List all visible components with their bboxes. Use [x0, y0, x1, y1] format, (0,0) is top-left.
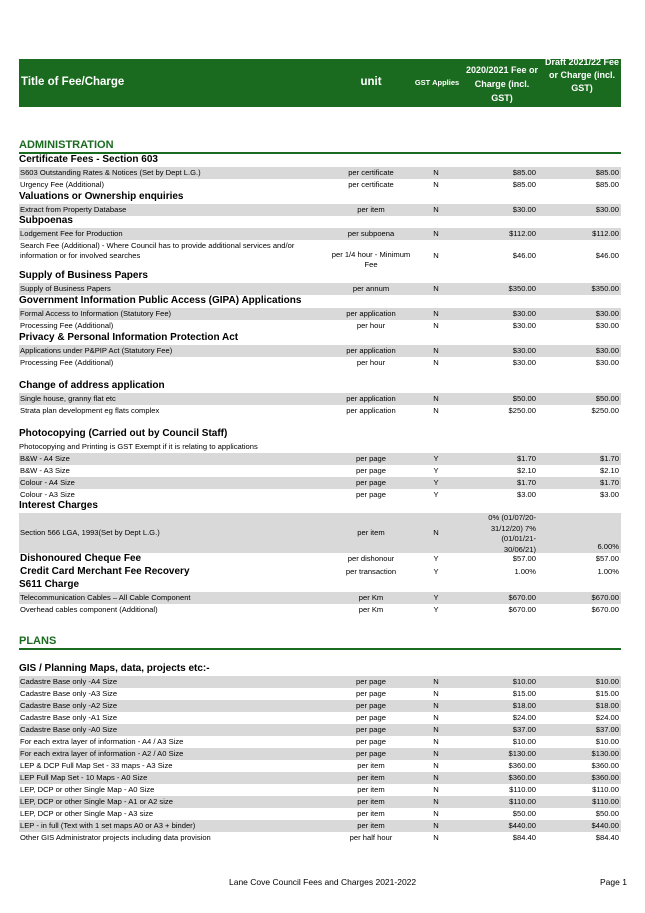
row-title: Processing Fee (Additional): [20, 321, 114, 330]
row-current-fee: $30.00: [512, 205, 536, 214]
subhead-s611: S611 Charge: [19, 579, 80, 590]
row-unit: per item: [357, 205, 385, 214]
table-row: [19, 676, 621, 688]
row-title: LEP, DCP or other Single Map - A0 Size: [20, 785, 155, 794]
row-title: LEP, DCP or other Single Map - A1 or A2 size: [20, 797, 173, 806]
row-unit: per page: [356, 689, 386, 698]
row-current-fee: $110.00: [509, 797, 536, 806]
row-gst: N: [433, 309, 439, 318]
row-title: Credit Card Merchant Fee Recovery: [20, 566, 190, 577]
row-gst: Y: [433, 454, 439, 463]
row-unit: per Km: [358, 593, 384, 602]
row-current-fee: 1.00%: [514, 567, 536, 576]
table-row: [19, 240, 621, 269]
row-draft-fee: $84.40: [595, 833, 619, 842]
footer-title: Lane Cove Council Fees and Charges 2021-2022: [229, 877, 417, 887]
row-current-fee: $84.40: [512, 833, 536, 842]
row-gst: N: [433, 701, 439, 710]
row-unit: per page: [356, 701, 386, 710]
row-current-fee: $112.00: [509, 229, 536, 238]
row-title: B&W - A4 Size: [20, 454, 70, 463]
row-title: Section 566 LGA, 1993(Set by Dept L.G.): [20, 528, 160, 537]
row-current-fee: $15.00: [512, 689, 536, 698]
row-unit: per dishonour: [347, 554, 395, 563]
row-unit: per application: [346, 309, 396, 318]
table-row: [19, 228, 621, 240]
row-unit: per subpoena: [347, 229, 395, 238]
row-draft-fee: $3.00: [599, 490, 619, 499]
row-title: Cadastre Base only -A2 Size: [20, 701, 118, 710]
header-title: Title of Fee/Charge: [21, 76, 125, 88]
row-gst: N: [433, 809, 439, 818]
row-gst: Y: [433, 605, 439, 614]
table-row: [19, 772, 621, 784]
subhead-change-of-address: Change of address application: [19, 380, 165, 391]
row-unit: per page: [356, 478, 386, 487]
row-unit: per half hour: [349, 833, 393, 842]
row-unit: per page: [356, 725, 386, 734]
row-gst: N: [433, 321, 439, 330]
row-gst: Y: [433, 554, 439, 563]
row-current-fee: $50.00: [512, 394, 536, 403]
table-row: [19, 405, 621, 417]
row-gst: Y: [433, 593, 439, 602]
header-unit: unit: [360, 76, 382, 88]
row-draft-fee: $350.00: [591, 284, 619, 293]
row-title: For each extra layer of information - A2 / A0 Size: [20, 749, 184, 758]
table-row: [19, 489, 621, 501]
row-unit: per application: [346, 394, 396, 403]
row-draft-fee: $130.00: [591, 749, 619, 758]
subhead-gis: GIS / Planning Maps, data, projects etc:-: [19, 663, 210, 674]
row-draft-fee: $670.00: [591, 605, 619, 614]
row-draft-fee: $2.10: [599, 466, 619, 475]
row-current-fee: $24.00: [512, 713, 536, 722]
table-row: [19, 566, 621, 579]
row-draft-fee: $440.00: [591, 821, 619, 830]
table-row: [19, 513, 621, 553]
row-gst: N: [433, 797, 439, 806]
row-draft-fee: 1.00%: [597, 567, 619, 576]
row-draft-fee: $30.00: [595, 358, 619, 367]
row-current-fee: $670.00: [508, 605, 536, 614]
table-row: [19, 796, 621, 808]
row-draft-fee: $50.00: [595, 394, 619, 403]
row-unit: per item: [357, 761, 385, 770]
row-gst: N: [433, 773, 439, 782]
row-title: S603 Outstanding Rates & Notices (Set by Dept L.G.): [20, 168, 201, 177]
table-row: [19, 748, 621, 760]
row-current-fee: $50.00: [512, 809, 536, 818]
row-title: Extract from Property Database: [20, 205, 127, 214]
row-title: LEP, DCP or other Single Map - A3 size: [20, 809, 154, 818]
row-current-fee: $110.00: [509, 785, 536, 794]
header-current-fee: 2020/2021 Fee or Charge (incl. GST): [465, 65, 539, 103]
row-gst: N: [433, 346, 439, 355]
row-draft-fee: $15.00: [595, 689, 619, 698]
row-draft-fee: $46.00: [595, 251, 619, 260]
row-current-fee: $18.00: [512, 701, 536, 710]
row-unit: per transaction: [345, 567, 397, 576]
table-row: [19, 784, 621, 796]
row-draft-fee: $30.00: [595, 205, 619, 214]
subhead-photocopying: Photocopying (Carried out by Council Staff): [19, 428, 228, 439]
subhead-gipa: Government Information Public Access (GIPA) Applications: [19, 295, 302, 306]
row-current-fee: $46.00: [512, 251, 536, 260]
row-draft-fee: $30.00: [595, 309, 619, 318]
subhead-business-papers: Supply of Business Papers: [19, 270, 148, 281]
row-title: LEP - in full (Text with 1 set maps A0 or A3 + binder): [20, 821, 196, 830]
table-row: [19, 465, 621, 477]
row-draft-fee: $1.70: [599, 454, 619, 463]
row-title: Urgency Fee (Additional): [20, 180, 104, 189]
row-unit: per item: [357, 773, 385, 782]
table-row: [19, 724, 621, 736]
row-gst: Y: [433, 567, 439, 576]
header-gst: GST Applies: [414, 78, 460, 87]
table-row: [19, 345, 621, 357]
row-draft-fee: $112.00: [592, 229, 619, 238]
table-row: [19, 453, 621, 465]
row-current-fee: $130.00: [508, 749, 536, 758]
row-gst: N: [433, 168, 439, 177]
row-title: Cadastre Base only -A0 Size: [20, 725, 118, 734]
row-current-fee: $1.70: [516, 454, 536, 463]
row-title: Cadastre Base only -A1 Size: [20, 713, 118, 722]
row-gst: N: [433, 737, 439, 746]
row-title: Lodgement Fee for Production: [20, 229, 123, 238]
row-unit: per hour: [356, 321, 386, 330]
row-gst: N: [433, 689, 439, 698]
row-draft-fee: 6.00%: [597, 542, 619, 551]
row-gst: N: [433, 358, 439, 367]
row-gst: N: [433, 180, 439, 189]
table-row: [19, 700, 621, 712]
table-row: [19, 204, 621, 216]
row-gst: N: [433, 229, 439, 238]
photocopy-note: Photocopying and Printing is GST Exempt if it is relating to applications: [19, 442, 258, 451]
row-draft-fee: $37.00: [595, 725, 619, 734]
row-current-fee: $30.00: [512, 309, 536, 318]
row-current-fee: $30.00: [512, 321, 536, 330]
row-title: Search Fee (Additional) - Where Council has to provide additional services and/or information or for involved searches: [20, 241, 295, 260]
row-unit: per certificate: [348, 168, 394, 177]
table-row: [19, 688, 621, 700]
row-gst: Y: [433, 466, 439, 475]
section-plans: PLANS: [19, 635, 621, 650]
row-draft-fee: $110.00: [592, 785, 619, 794]
row-title: LEP & DCP Full Map Set - 33 maps - A3 Size: [20, 761, 173, 770]
section-administration: ADMINISTRATION: [19, 139, 621, 154]
row-unit: per item: [357, 528, 385, 537]
row-title: B&W - A3 Size: [20, 466, 70, 475]
row-current-fee: $85.00: [512, 180, 536, 189]
row-unit: per page: [356, 466, 386, 475]
row-current-fee: $360.00: [508, 761, 536, 770]
row-current-fee: $30.00: [512, 346, 536, 355]
table-row: [19, 393, 621, 405]
row-gst: N: [433, 761, 439, 770]
row-unit: per page: [356, 737, 386, 746]
row-unit: per page: [356, 749, 386, 758]
row-current-fee: $30.00: [512, 358, 536, 367]
row-draft-fee: $1.70: [599, 478, 619, 487]
row-current-fee: $360.00: [508, 773, 536, 782]
row-draft-fee: $10.00: [595, 737, 619, 746]
row-current-fee: $3.00: [516, 490, 536, 499]
row-current-fee: $57.00: [512, 554, 536, 563]
table-row: [19, 832, 621, 844]
row-draft-fee: $360.00: [591, 773, 619, 782]
row-draft-fee: $50.00: [595, 809, 619, 818]
row-title: For each extra layer of information - A4 / A3 Size: [20, 737, 184, 746]
row-title: Single house, granny flat etc: [20, 394, 116, 403]
row-gst: N: [433, 251, 439, 260]
row-unit: per Km: [358, 605, 384, 614]
row-current-fee: 0% (01/07/20- 31/12/20) 7% (01/01/21- 30/06/21): [488, 513, 536, 554]
row-unit: per 1/4 hour - Minimum Fee: [331, 250, 411, 269]
row-gst: N: [433, 406, 439, 415]
row-gst: N: [433, 725, 439, 734]
row-title: Applications under P&PIP Act (Statutory Fee): [20, 346, 173, 355]
subhead-interest: Interest Charges: [19, 500, 98, 511]
row-gst: N: [433, 821, 439, 830]
row-draft-fee: $360.00: [591, 761, 619, 770]
row-gst: N: [433, 749, 439, 758]
row-title: Processing Fee (Additional): [20, 358, 114, 367]
subhead-certificate-fees: Certificate Fees - Section 603: [19, 154, 158, 165]
table-header: [19, 59, 621, 107]
row-current-fee: $2.10: [516, 466, 536, 475]
row-current-fee: $440.00: [508, 821, 536, 830]
row-draft-fee: $110.00: [592, 797, 619, 806]
row-gst: N: [433, 205, 439, 214]
row-unit: per application: [346, 346, 396, 355]
row-unit: per item: [357, 809, 385, 818]
subhead-subpoenas: Subpoenas: [19, 215, 73, 226]
row-draft-fee: $30.00: [595, 321, 619, 330]
row-unit: per hour: [356, 358, 386, 367]
table-row: [19, 760, 621, 772]
row-unit: per page: [356, 454, 386, 463]
subhead-valuations: Valuations or Ownership enquiries: [19, 191, 184, 202]
row-title: Cadastre Base only -A3 Size: [20, 689, 118, 698]
row-unit: per certificate: [348, 180, 394, 189]
row-current-fee: $85.00: [512, 168, 536, 177]
table-row: [19, 592, 621, 604]
row-title: Other GIS Administrator projects including data provision: [20, 833, 211, 842]
row-unit: per item: [357, 785, 385, 794]
row-draft-fee: $10.00: [595, 677, 619, 686]
row-unit: per page: [356, 490, 386, 499]
subhead-privacy: Privacy & Personal Information Protection Act: [19, 332, 239, 343]
row-draft-fee: $670.00: [591, 593, 619, 602]
row-gst: N: [433, 713, 439, 722]
row-current-fee: $10.00: [512, 677, 536, 686]
row-draft-fee: $85.00: [595, 180, 619, 189]
row-title: Strata plan development eg flats complex: [20, 406, 160, 415]
row-draft-fee: $18.00: [595, 701, 619, 710]
row-title: Supply of Business Papers: [20, 284, 111, 293]
row-unit: per page: [356, 713, 386, 722]
row-unit: per application: [346, 406, 396, 415]
row-title: Telecommunication Cables – All Cable Component: [20, 593, 191, 602]
header-draft-fee: Draft 2021/22 Fee or Charge (incl. GST): [544, 57, 620, 93]
row-title: Colour - A3 Size: [20, 490, 75, 499]
table-row: [19, 357, 621, 369]
table-row: [19, 477, 621, 489]
row-draft-fee: $85.00: [595, 168, 619, 177]
table-row: [19, 712, 621, 724]
row-gst: N: [433, 833, 439, 842]
row-current-fee: $10.00: [512, 737, 536, 746]
row-draft-fee: $57.00: [595, 554, 619, 563]
row-current-fee: $250.00: [508, 406, 536, 415]
row-unit: per item: [357, 797, 385, 806]
row-unit: per item: [357, 821, 385, 830]
table-row: [19, 553, 621, 566]
row-current-fee: $37.00: [512, 725, 536, 734]
table-row: [19, 308, 621, 320]
row-gst: Y: [433, 490, 439, 499]
row-draft-fee: $30.00: [595, 346, 619, 355]
row-gst: Y: [433, 478, 439, 487]
footer-page-number: Page 1: [600, 877, 627, 887]
row-gst: N: [433, 677, 439, 686]
row-gst: N: [433, 785, 439, 794]
row-gst: N: [433, 528, 439, 537]
row-title: LEP Full Map Set - 10 Maps - A0 Size: [20, 773, 148, 782]
row-title: Formal Access to Information (Statutory Fee): [20, 309, 172, 318]
row-gst: N: [433, 394, 439, 403]
table-row: [19, 167, 621, 179]
row-current-fee: $350.00: [508, 284, 536, 293]
row-current-fee: $1.70: [516, 478, 536, 487]
row-draft-fee: $24.00: [595, 713, 619, 722]
table-row: [19, 604, 621, 616]
row-current-fee: $670.00: [508, 593, 536, 602]
row-gst: N: [433, 284, 439, 293]
row-draft-fee: $250.00: [591, 406, 619, 415]
row-title: Dishonoured Cheque Fee: [20, 553, 142, 564]
row-title: Overhead cables component (Additional): [20, 605, 158, 614]
row-unit: per page: [356, 677, 386, 686]
row-title: Colour - A4 Size: [20, 478, 75, 487]
table-row: [19, 808, 621, 820]
table-row: [19, 736, 621, 748]
row-unit: per annum: [352, 284, 390, 293]
row-title: Cadastre Base only -A4 Size: [20, 677, 118, 686]
table-row: [19, 820, 621, 832]
